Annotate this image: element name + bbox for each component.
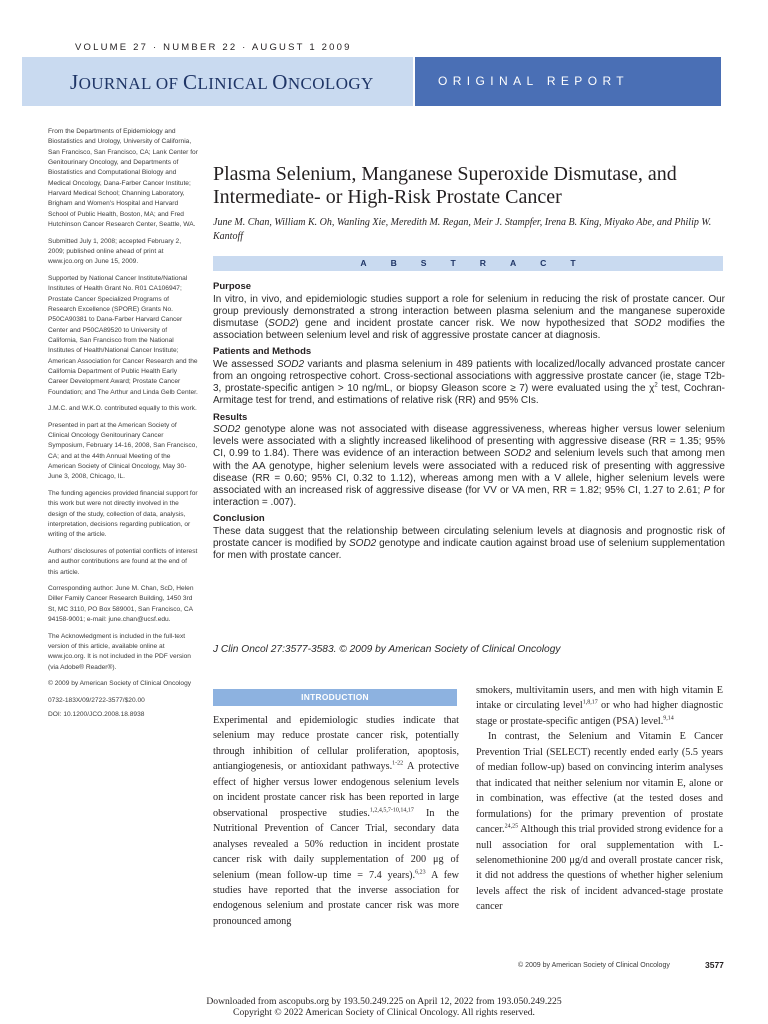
corresponding-author-note: Corresponding author: June M. Chan, ScD, Helen Diller Family Cancer Research Building, 1450 3rd St, MC 3110, PO Box 589001, San Francisco, CA 94158-9001; e-mail: june.chan@ucsf.edu. bbox=[48, 585, 194, 624]
funding-role-note: The funding agencies provided financial support for this work but were not directly involved in the design of the study, collection of data, analysis, interpretation, decisions regarding publication, or writing of the article. bbox=[48, 489, 198, 539]
abstract-heading-bar: ABSTRACT bbox=[213, 256, 723, 271]
abstract-body bbox=[213, 281, 725, 567]
introduction-heading-bar: INTRODUCTION bbox=[213, 689, 457, 706]
intro-paragraph-2: In contrast, the Selenium and Vitamin E Cancer Prevention Trial (SELECT) recently ended early (5.5 years of median follow-up) based on convincing interim analyses that indicated that neither selenium nor vitamin E, alone or in combination, was effective (at the tested doses and formulations) for the primary prevention of prostate cancer.$^{24,25}$ Although this trial provided strong evidence for a null association for oral supplementation with L-selenomethionine 200 μg/d and overall prostate cancer risk, it did not address the questions of whether higher selenium levels affect the risk of incident advanced-stage prostate cancer bbox=[476, 731, 723, 913]
disclosures-note: Authors' disclosures of potential conflicts of interest and author contributions are found at the end of this article. bbox=[48, 547, 198, 576]
funding-note: Supported by National Cancer Institute/National Institutes of Health Grant No. R01 CA106947; Prostate Cancer Specialized Programs of Research Excellence (SPORE) Grants No. P50CA90381 to Dana-Farber Harvard Cancer Center and P50CA89520 to University of California, San Francisco from the National Institutes of Health/National Cancer Institute; American Association for Cancer Research and the California Department of Public Health Early Career Development Award; Prostate Cancer Foundation; and The Arthur and Linda Gelb Center. bbox=[48, 274, 198, 396]
acknowledgment-note: The Acknowledgment is included in the full-text version of this article, available online at www.jco.org. It is not included in the PDF version (via Adobe® Reader®). bbox=[48, 632, 191, 671]
equal-contribution-note: J.M.C. and W.K.O. contributed equally to this work. bbox=[48, 405, 197, 413]
masthead-volume-line: VOLUME 27 · NUMBER 22 · AUGUST 1 2009 bbox=[75, 42, 352, 53]
affiliations-note: From the Departments of Epidemiology and Biostatistics and Urology, University of California, San Francisco, San Francisco, CA; Lank Center for Genitourinary Oncology, and Departments of Biostatistics and Computational Biology and Medical Oncology, Dana-Farber Cancer Institute; Harvard Medical School; Channing Laboratory, Brigham and Women's Hospital and Harvard School of Public Health, Boston, MA; and Fred Hutchinson Cancer Research Center, Seattle, WA. bbox=[48, 128, 198, 229]
body-column-left bbox=[213, 713, 459, 929]
issn-note: 0732-183X/09/2722-3577/$20.00 bbox=[48, 696, 145, 704]
download-notice: Downloaded from ascopubs.org by 193.50.249.225 on April 12, 2022 from 193.050.249.225 bbox=[206, 996, 562, 1007]
footer-copyright: © 2009 by American Society of Clinical Oncology bbox=[518, 962, 670, 969]
intro-paragraph-1-continued: smokers, multivitamin users, and men with high vitamin E intake or circulating level$^{1,8,17}$ or who had higher diagnostic stage or prostate-specific antigen (PSA) level.$^{9,14}$ bbox=[476, 685, 723, 727]
purpose-heading: Purpose bbox=[213, 281, 252, 292]
author-list: June M. Chan, William K. Oh, Wanling Xie, Meredith M. Regan, Meir J. Stampfer, Irena B. King, Miyako Abe, and Philip W. Kantoff bbox=[213, 217, 712, 242]
report-type-label: ORIGINAL REPORT bbox=[438, 74, 630, 88]
body-column-right bbox=[476, 683, 723, 915]
copyright-note: © 2009 by American Society of Clinical Oncology bbox=[48, 680, 192, 688]
doi-note: DOI: 10.1200/JCO.2008.18.8938 bbox=[48, 711, 145, 719]
intro-paragraph-1: Experimental and epidemiologic studies indicate that selenium may reduce prostate cancer risk, potentially through inhibition of cellular proliferation, apoptosis, antiangiogenesis, or antioxidant pathways.$^{1-22}$ A protective effect of higher versus lower endogenous selenium levels on incident prostate cancer risk has been reported in large observational prospective studies.$^{1,2,4,5,7-10,14,17}$ In the Nutritional Prevention of Cancer Trial, secondary data analyses revealed a 50% reduction in incident prostate cancer risk with daily supplementation of 200 μg of selenium (mean follow-up time = 7.4 years).$^{6,23}$ A few studies have reported that the inverse association for endogenous selenium and prostate cancer risk was more pronounced among bbox=[213, 715, 459, 927]
journal-title: JOURNAL OF CLINICAL ONCOLOGY bbox=[70, 70, 374, 94]
submission-dates-note: Submitted July 1, 2008; accepted February 2, 2009; published online ahead of print at www.jco.org on June 15, 2009. bbox=[48, 237, 182, 266]
conclusion-text: These data suggest that the relationship between circulating selenium levels at diagnosis and prognostic risk of prostate cancer is modified by SOD2 genotype and indicate caution against broad use of selenium supplementation for men with prostate cancer. bbox=[213, 525, 725, 562]
methods-heading: Patients and Methods bbox=[213, 346, 312, 358]
methods-text: We assessed SOD2 variants and plasma selenium in 489 patients with localized/locally advanced prostate cancer from an ongoing retrospective cohort. Cross-sectional associations with aggressive prostate cancer (ie, stage T2b-3, prostate-specific antigen > 10 ng/mL, or biopsy Gleason score ≥ 7) were evaluated using the $\chi^2$ test, Cochran-Armitage test for trend, and estimations of relative risk (RR) and 95% CIs. bbox=[213, 358, 725, 407]
conclusion-heading: Conclusion bbox=[213, 513, 265, 525]
results-heading: Results bbox=[213, 411, 248, 423]
article-info-sidebar bbox=[48, 127, 198, 727]
citation-line: J Clin Oncol 27:3577-3583. © 2009 by American Society of Clinical Oncology bbox=[213, 644, 561, 655]
page-number: 3577 bbox=[705, 960, 724, 970]
purpose-text: In vitro, in vivo, and epidemiologic studies support a role for selenium in reducing the risk of prostate cancer. Our group previously demonstrated a strong interaction between plasma selenium and the manganese superoxide dismutase (SOD2) gene and incident prostate cancer risk. We now hypothesized that SOD2 modifies the association between selenium level and risk of aggressive prostate cancer at diagnosis. bbox=[213, 293, 725, 341]
download-copyright: Copyright © 2022 American Society of Clinical Oncology. All rights reserved. bbox=[233, 1007, 535, 1018]
presentation-note: Presented in part at the American Society of Clinical Oncology Genitourinary Cancer Symposium, February 14-16, 2008, San Francisco, CA; and at the 44th Annual Meeting of the American Society of Clinical Oncology, May 30-June 3, 2008, Chicago, IL. bbox=[48, 421, 198, 481]
results-text: SOD2 genotype alone was not associated with disease aggressiveness, whereas higher versus lower selenium levels were associated with a slightly increased likelihood of presenting with aggressive disease (RR = 1.35; 95% CI, 0.99 to 1.84). There was evidence of an interaction between SOD2 and selenium levels such that among men with the AA genotype, higher selenium levels were associated with a reduced risk of presenting with aggressive disease (RR = 0.60; 95% CI, 0.32 to 1.12), whereas among men with a V allele, higher selenium levels were associated with an increased risk of aggressive disease (for VV or VA men, RR = 1.82; 95% CI, 1.27 to 2.61; P for interaction = .007). bbox=[213, 424, 725, 508]
article-title: Plasma Selenium, Manganese Superoxide Dismutase, and Intermediate- or High-Risk Prostate Cancer bbox=[213, 163, 677, 208]
